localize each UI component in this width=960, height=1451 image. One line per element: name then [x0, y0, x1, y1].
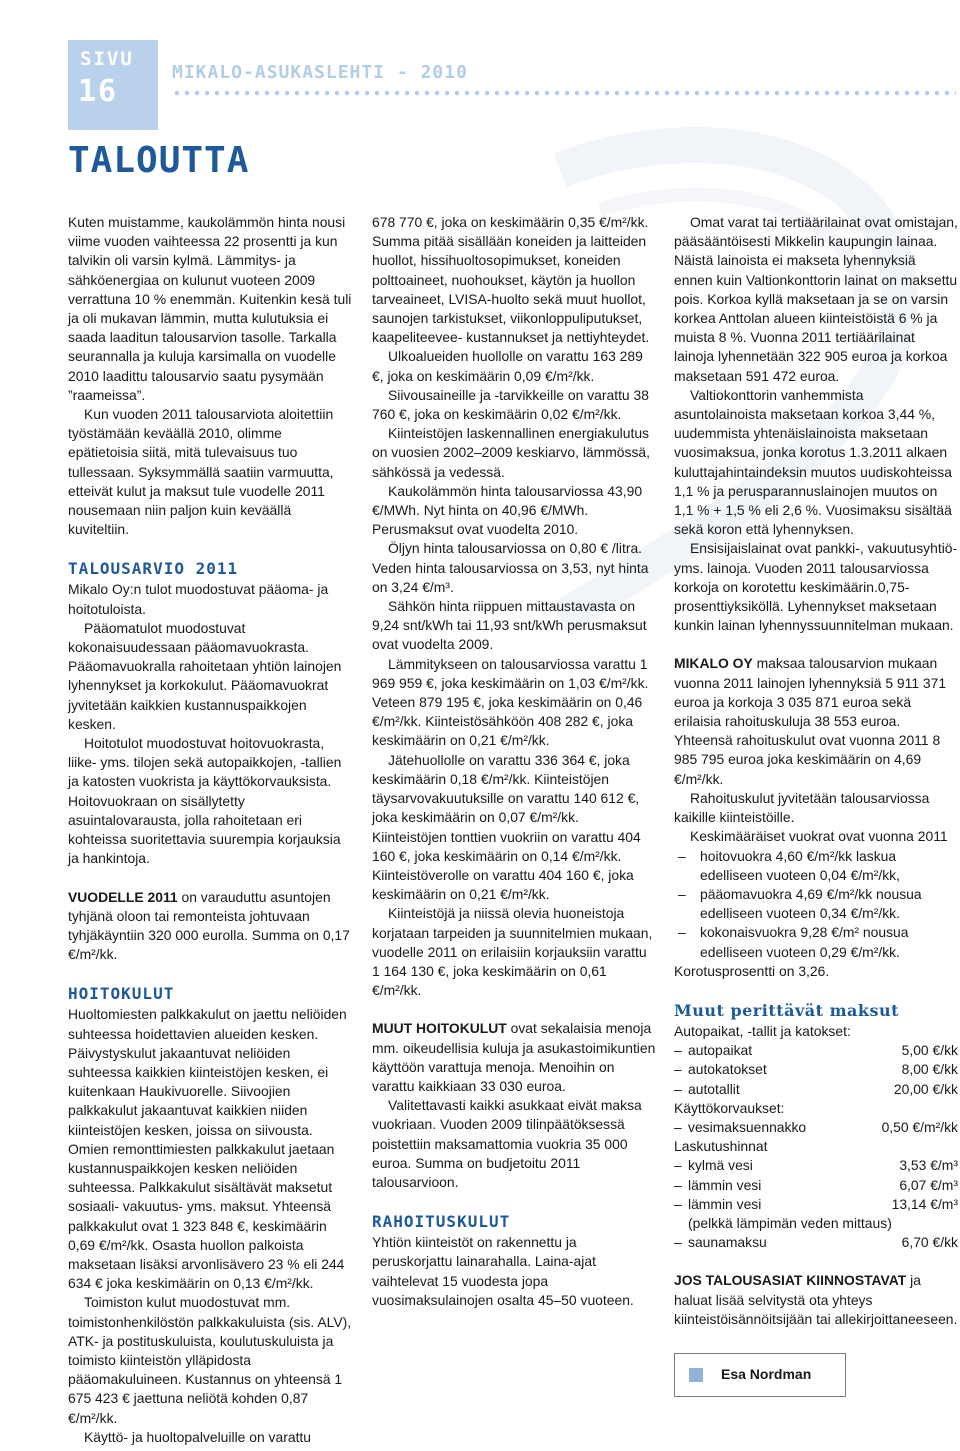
fee-value: 3,53 €/m³ [899, 1157, 958, 1174]
paragraph: Mikalo Oy:n tulot muodostuvat pääoma- ja hoitotuloista. [68, 581, 329, 617]
fee-row [674, 1118, 958, 1137]
fee-row [674, 1176, 958, 1195]
fee-value: 8,00 €/kk [901, 1061, 958, 1078]
fee-label: – saunamaksu [688, 1234, 767, 1251]
fee-value: 13,14 €/m³ [891, 1195, 958, 1212]
paragraph [674, 654, 958, 788]
heading-hoitokulut: HOITOKULUT [68, 984, 175, 1004]
fee-row [674, 1233, 958, 1252]
fee-value: 0,50 €/m²/kk [881, 1118, 958, 1135]
paragraph [68, 888, 352, 965]
paragraph: Kiinteistöjen laskennallinen energiakulutus on vuosien 2002–2009 keskiarvo, lämmössä, sähkössä ja vedessä. [372, 425, 650, 480]
fee-label: – autopaikat [688, 1042, 753, 1059]
paragraph: Hoitotulot muodostuvat hoitovuokrasta, liike- yms. tilojen sekä autopaikkojen, -tallien ja katosten vuokrista ja käyttökorvauksista. Hoitovuokraan on sisällytetty asuintalovarausta, jolla rahoitetaan eri kohteissa suoritettavia suurempia korjauksia ja hankintoja. [68, 735, 342, 867]
paragraph: Öljyn hinta talousarviossa on 0,80 € /litra. Veden hinta talousarviossa on 3,53, nyt hinta on 3,24 €/m³. [372, 540, 649, 595]
fee-row [674, 1080, 958, 1099]
fee-label: – kylmä vesi [688, 1157, 753, 1174]
paragraph-text: ovat sekalaisia menoja mm. oikeudellisia kuluja ja asukastoimikuntien käyttöön varattuja menoja. Menoihin on varattu kaikkiaan 33 030 euroa. [372, 1020, 656, 1094]
paragraph: Lämmitykseen on talousarviossa varattu 1 969 959 €, joka keskimäärin on 1,03 €/m²/kk. Veteen 879 195 €, joka keskimäärin on 0,46 €/m²/kk. Kiinteistösähköön 408 282 €, joka keskimäärin on 0,21 €/m²/kk. [372, 655, 649, 749]
paragraph: Kun vuoden 2011 talousarviota aloitettiin työstämään keväällä 2010, olimme epätietoisia siitä, mitä tulevaisuus tuo tullessaan. Syksymmällä saatiin varmuutta, etteivät kulut ja maksut tule vuodelle 2011 nousemaan niin paljon kuin keväällä kuviteltiin. [68, 406, 334, 538]
fee-row [674, 1156, 958, 1175]
paragraph-text: on varauduttu asuntojen tyhjänä oloon tai remonteista johtuvaan tyhjäkäyntiin 320 000 eurolla. Summa on 0,17 €/m²/kk. [68, 888, 350, 963]
fee-value: 5,00 €/kk [901, 1042, 958, 1059]
paragraph: Jätehuollolle on varattu 336 364 €, joka keskimäärin 0,18 €/m²/kk. Kiinteistöjen täysarvovakuutuksille on varattu 140 612 €, joka keskimäärin on 0,07 €/m²/kk. Kiinteistöjen tonttien vuokriin on varattu 404 160 €, joka keskimäärin on 0,14 €/m²/kk. Kiinteistöverolle on varattu 404 160 €, joka keskimäärin on 0,21 €/m²/kk. [372, 751, 641, 903]
column-1 [68, 213, 352, 1447]
fee-value: 6,07 €/m³ [899, 1176, 958, 1193]
fees-subheading: Käyttökorvaukset: [674, 1099, 785, 1116]
page-number-box [68, 40, 158, 130]
fee-label: – autotallit [688, 1080, 740, 1097]
column-2 [372, 213, 656, 1310]
fee-list-billing [674, 1156, 958, 1252]
paragraph: Keskimääräiset vuokrat ovat vuonna 2011 [690, 828, 948, 845]
author-box [674, 1353, 846, 1397]
fee-label: – lämmin vesi [688, 1195, 762, 1212]
page-label: SIVU [80, 48, 134, 70]
section-title: TALOUTTA [68, 140, 250, 181]
heading-talousarvio: TALOUSARVIO 2011 [68, 559, 239, 579]
fee-row [674, 1041, 958, 1060]
list-item: – hoitovuokra 4,60 €/m²/kk laskua edelliseen vuoteen 0,04 €/m²/kk, [674, 847, 958, 885]
page-number: 16 [78, 74, 119, 109]
fee-row [674, 1060, 958, 1079]
paragraph: Toimiston kulut muodostuvat mm. toimistonhenkilöstön palkkakuluista (sis. ALV), ATK- ja postituskuluista, koulutuskuluista ja toimisto kiinteistön ylläpidosta pääomakuluineen. Kustannus on yhteensä 1 675 423 € jaettuna neliötä kohden 0,87 €/m²/kk. [68, 1294, 352, 1426]
paragraph: Yhtiön kiinteistöt on rakennettu ja peruskorjattu lainarahalla. Laina-ajat vaihtelevat 15 vuodesta jopa vuosimaksulainojen osalta 45–50 vuoteen. [372, 1234, 634, 1308]
fees-intro: Autopaikat, -tallit ja katokset: [674, 1022, 851, 1039]
fee-row [674, 1195, 958, 1214]
list-item: – kokonaisvuokra 9,28 €/m² nousua edelliseen vuoteen 0,29 €/m²/kk. [674, 923, 958, 961]
paragraph: Ensisijaislainat ovat pankki-, vakuutusyhtiö- yms. lainoja. Vuoden 2011 talousarviossa korkoja on korotettu keskimäärin.0,75- prosenttiyksiköllä. Lyhennykset maksetaan kunkin lainan lyhennyssuunnitelman mukaan. [674, 540, 958, 634]
paragraph-text: ja haluat lisää selvitystä ota yhteys kiinteistöisännöitsijään tai allekirjoittaneeseen. [674, 1272, 958, 1327]
paragraph: Valitettavasti kaikki asukkaat eivät maksa vuokriaan. Vuoden 2009 tilinpäätöksessä poistettiin maksamattomia vuokria 35 000 euroa. Summa on budjetoitu 2011 talousarvioon. [372, 1097, 642, 1190]
paragraph: Kiinteistöjä ja niissä olevia huoneistoja korjataan tarpeiden ja suunnitelmien mukaan, vuodelle 2011 on erilaisiin korjauksiin varattu 1 164 130 €, joka keskimäärin on 0,61 €/m²/kk. [372, 905, 653, 999]
fee-value: 6,70 €/kk [901, 1234, 958, 1251]
paragraph: Omat varat tai tertiäärilainat ovat omistajan, pääsääntöisesti Mikkelin kaupungin lainaa. Näistä lainoista ei makseta lyhennyksiä ennen kuin Valtionkonttorin lainat on maksettu pois. Korkoa kyllä maksetaan ja se on varsin korkea Anttolan alueen kiinteistöistä 6 % ja muista 8 %. Vuonna 2011 tertiäärilainat lainoja lyhennetään 322 905 euroa ja korkoa maksetaan 591 472 euroa. [674, 214, 958, 384]
paragraph: Kaukolämmön hinta talousarviossa 43,90 €/MWh. Nyt hinta on 40,96 €/MWh. Perusmaksut ovat vuodelta 2010. [372, 482, 643, 538]
lead-in: MUUT HOITOKULUT [372, 1020, 507, 1037]
fee-label: – autokatokset [688, 1061, 767, 1078]
paragraph: Rahoituskulut jyvitetään talousarviossa kaikille kiinteistöille. [674, 789, 930, 826]
author-name: Esa Nordman [721, 1365, 812, 1382]
fee-value: 20,00 €/kk [893, 1080, 958, 1097]
paragraph: Korotusprosentti on 3,26. [674, 962, 830, 979]
paragraph: Sähkön hinta riippuen mittaustavasta on 9,24 snt/kWh tai 11,93 snt/kWh perusmaksut ovat vuodelta 2009. [372, 598, 647, 653]
paragraph: Käyttö- ja huoltopalveluille on varattu [84, 1428, 312, 1445]
paragraph: Kuten muistamme, kaukolämmön hinta nousi viime vuoden vaihteessa 22 prosentti ja kun talvikin oli varsin kylmä. Lämmitys- ja sähköenergiaa on kulunut vuoteen 2009 verrattuna 10 % enemmän. Kuitenkin kesä tuli ja oli mukavan lämmin, mutta kulutuksia ei saada laaditun talousarvion tasolle. Tarkalla seurannalla ja kuluja karsimalla on vuodelle 2010 laadittu talousarvio saatu pysymään ”raameissa”. [68, 214, 352, 403]
square-icon [689, 1368, 703, 1382]
fee-list-usage [674, 1118, 958, 1137]
paragraph [674, 1271, 958, 1329]
paragraph: Siivousaineille ja -tarvikkeille on varattu 38 760 €, joka on keskimäärin 0,02 €/m²/kk. [372, 386, 649, 423]
paragraph [372, 1019, 656, 1096]
paragraph: 678 770 €, joka on keskimäärin 0,35 €/m²/kk. Summa pitää sisällään koneiden ja laitteiden huollot, hissihuoltosopimukset, koneiden polttoaineet, nuohoukset, käytön ja huollon tarveaineet, LVISA-huolto sekä muut huollot, saunojen tarkistukset, viikonloppuliputukset, kaapeliteevee- kustannukset ja nettiyhteydet. [372, 214, 650, 346]
list-item: – pääomavuokra 4,69 €/m²/kk nousua edelliseen vuoteen 0,34 €/m²/kk. [674, 885, 958, 923]
heading-muut-maksut: Muut perittävät maksut [674, 1000, 899, 1020]
rent-list [674, 847, 958, 962]
dotted-rule [172, 90, 956, 96]
page-header [0, 28, 960, 118]
fee-label: – lämmin vesi [688, 1176, 762, 1193]
lead-in: MIKALO OY [674, 655, 753, 672]
paragraph: Huoltomiesten palkkakulut on jaettu neliöiden suhteessa hoidettavien alueiden kesken. Päivystyskulut jakaantuvat neliöiden suhteessa kaikkien kiinteistöjen kesken, ei kuitenkaan Haukivuorelle. Siivoojien palkkakulut jakaantuvat kaikkien niiden kiinteistöjen kesken, joissa on siivousta. Omien remonttimiesten palkkakulut jaetaan kustannuspaikkojen kesken neliöiden suhteessa. Palkkakulut sisältävät maksetut sosiaali- vakuutus- yms. maksut. Yhteensä palkkakulut ovat 1 323 848 €, keskimäärin 0,69 €/m²/kk. Osasta huollon palkoista maksetaan lisäksi arvonlisävero 23 % eli 244 634 € joka keskimäärin on 0,13 €/m²/kk. [68, 1006, 347, 1292]
fee-note: (pelkkä lämpimän veden mittaus) [688, 1214, 892, 1231]
paragraph: Ulkoalueiden huollolle on varattu 163 289 €, joka on keskimäärin 0,09 €/m²/kk. [372, 348, 643, 384]
paragraph-text: maksaa talousarvion mukaan vuonna 2011 lainojen lyhennyksiä 5 911 371 euroa ja korkoja 3 035 871 euroa sekä erilaisia rahoituskuluja 38 553 euroa. Yhteensä rahoituskulut ovat vuonna 2011 8 985 795 euroa joka keskimäärin on 4,69 €/m²/kk. [674, 655, 947, 787]
heading-rahoituskulut: RAHOITUSKULUT [372, 1212, 511, 1232]
fees-subheading: Laskutushinnat [674, 1138, 768, 1155]
publication-title: MIKALO-ASUKASLEHTI - 2010 [172, 62, 468, 83]
fee-list-parking [674, 1041, 958, 1099]
fee-label: – vesimaksuennakko [688, 1118, 807, 1135]
lead-in: VUODELLE 2011 [68, 888, 178, 905]
paragraph: Pääomatulot muodostuvat kokonaisuudessaan pääomavuokrasta. Pääomavuokralla rahoitetaan yhtiön lainojen lyhennykset ja korkokulut. Pääomavuokrat jyvitetään kaikkien kustannuspaikkojen kesken. [68, 619, 342, 732]
column-3 [674, 213, 958, 1397]
lead-in: JOS TALOUSASIAT KIINNOSTAVAT [674, 1272, 907, 1289]
paragraph: Valtiokonttorin vanhemmista asuntolainoista maksetaan korkoa 3,44 %, uudemmista yhtenäislainoista maksetaan vuosimaksua, jonka korotus 1.3.2011 alkaen kuluttajahintaindeksin muutos uudiskohteissa 1,1 % ja perusparannuslainojen muutos on 1,1 % + 1,5 % eli 2,6 %. Vuosimaksu sisältää sekä koron että lyhennyksen. [674, 386, 952, 538]
